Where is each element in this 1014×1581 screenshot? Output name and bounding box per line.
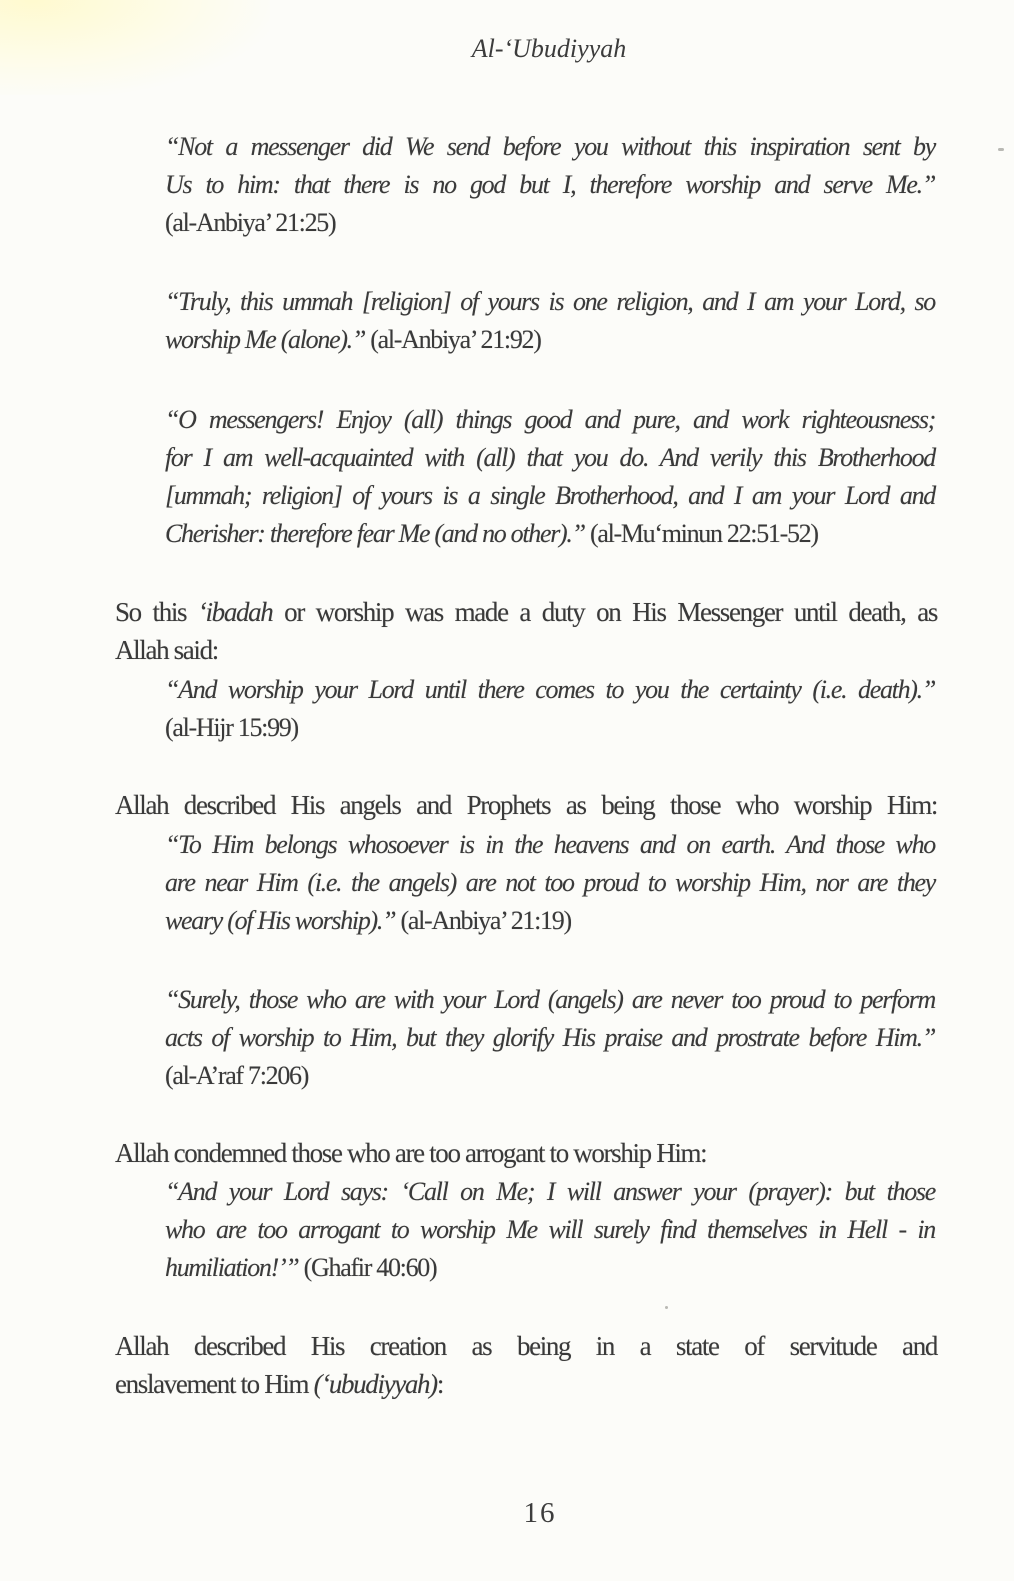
quote-line [165,321,935,359]
quote-reference [165,204,935,242]
quote-line: who are too arrogant to worship Me will surely find themselves in Hell - in [165,1215,935,1244]
quote-al-araf-7-206 [165,981,935,1095]
quote-line: “Surely, those who are with your Lord (angels) are never too proud to perform [165,985,935,1014]
quote-line: Us to him: that there is no god but I, therefore worship and serve Me.” [165,170,935,199]
reference-text: (al-Hijr 15:99) [165,713,298,742]
scan-speck [998,148,1004,151]
quote-line [165,515,935,553]
quote-al-muminun-22-51-52 [165,401,935,553]
quote-line: are near Him (i.e. the angels) are not too proud to worship Him, nor are they [165,868,935,897]
quote-line: “O messengers! Enjoy (all) things good and pure, and work righteousness; [165,405,935,434]
reference-text: (al-Anbiya’ 21:92) [370,325,541,354]
quote-al-anbiya-21-92 [165,283,935,359]
quote-text: Cherisher: therefore fear Me (and no other).” [165,519,590,548]
paragraph-line: Allah said: [115,635,218,665]
quote-text: worship Me (alone).” [165,325,371,354]
quote-line: “And worship your Lord until there comes to you the certainty (i.e. death).” [165,675,935,704]
paragraph-text: So this [115,597,198,627]
quote-reference [165,709,935,747]
quote-line: “And your Lord says: ‘Call on Me; I will answer your (prayer): but those [165,1177,935,1206]
paragraph-text: enslavement to Him [115,1369,314,1399]
scan-speck [665,1306,668,1309]
quote-al-anbiya-21-19 [165,826,935,940]
paragraph-line: Allah described His creation as being in a state of servitude and [115,1331,937,1361]
quote-line: “To Him belongs whosoever is in the heavens and on earth. And those who [165,830,935,859]
paragraph-text: : [436,1369,443,1399]
quote-reference [165,1057,935,1095]
quote-line [165,902,935,940]
quote-al-anbiya-21-25 [165,128,935,242]
paragraph-servitude [115,1327,937,1403]
quote-line: [ummah; religion] of yours is a single Brotherhood, and I am your Lord and [165,481,935,510]
quote-line: “Not a messenger did We send before you without this inspiration sent by [165,132,935,161]
quote-ghafir-40-60 [165,1173,935,1287]
running-header: Al-‘Ubudiyyah [471,34,627,63]
quote-line: “Truly, this ummah [religion] of yours is one religion, and I am your Lord, so [165,287,935,316]
page-number: 16 [523,1497,557,1529]
reference-text: (al-Mu‘minun 22:51-52) [589,519,818,548]
paragraph-condemned-arrogant [115,1134,937,1172]
paragraph-line [115,593,937,631]
quote-line [165,1249,935,1287]
quote-line: for I am well-acquainted with (all) that you do. And verily this Brotherhood [165,443,935,472]
paragraph-line: Allah described His angels and Prophets as being those who worship Him: [115,790,937,820]
arabic-term: ‘ibadah [197,597,273,627]
quote-text: weary (of His worship).” [165,906,401,935]
quote-al-hijr-15-99 [165,671,935,747]
reference-text: (al-Anbiya’ 21:19) [400,906,571,935]
quote-text: humiliation!’” [165,1253,304,1282]
reference-text: (Ghafir 40:60) [303,1253,437,1282]
quote-line: acts of worship to Him, but they glorify His praise and prostrate before Him.” [165,1023,935,1052]
paragraph-ibadah-duty [115,593,937,669]
reference-text: (al-A’raf 7:206) [165,1061,309,1090]
arabic-term: (‘ubudiyyah) [313,1369,437,1399]
reference-text: (al-Anbiya’ 21:25) [165,208,336,237]
paragraph-line: Allah condemned those who are too arrogant to worship Him: [115,1138,707,1168]
paragraph-angels-prophets [115,786,937,824]
paragraph-line [115,1365,937,1403]
paragraph-text: or worship was made a duty on His Messenger until death, as [272,597,937,627]
